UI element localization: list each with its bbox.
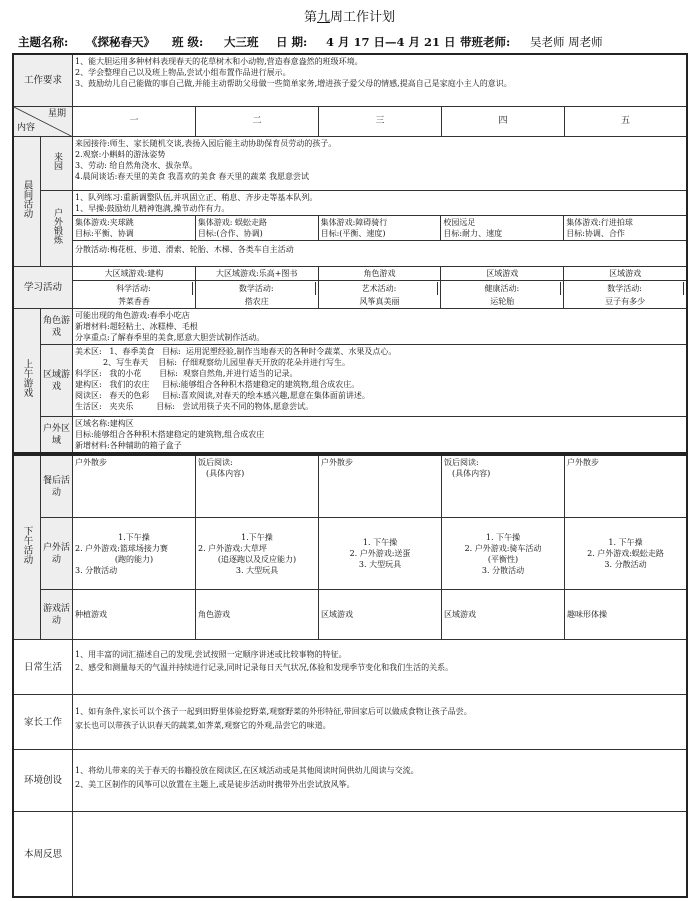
area-item: 生活区: 夹夹乐 目标: 尝试用筷子夹不同的物体,愿意尝试。 [75,402,314,411]
study-topic: 荠菜香香 [117,297,150,306]
arrival-item: 来园接待:师生、家长随机交谈,表扬入园后能主动协助保育员劳动的孩子。 [75,139,337,148]
after-meal-fri [565,456,687,518]
parents-item: 1、如有条件,家长可以个孩子一起到田野里体验挖野菜,观察野菜的外形特征,带回家后可以做成食物让孩子品尝。 [75,707,472,716]
after-meal-text: 户外散步 [321,458,353,467]
build-item: 区域名称:建构区 [75,419,134,428]
teacher-value: 吴老师 周老师 [530,35,603,49]
exercise-game-name: 集体游戏:障碍骑行 [320,218,388,227]
outdoor-thu [442,518,565,590]
reflection-label: 本周反思 [14,812,73,897]
outdoor-tue [196,518,319,590]
theme-value: 《探秘春天》 [86,35,155,49]
study-zone: 区域游戏 [609,269,642,278]
outdoor-text: 1.下午操 [241,532,273,542]
day-header-thu: 四 [442,107,565,137]
daily-label: 日常生活 [14,640,73,695]
outdoor-text: 1. 下午操 [362,538,398,547]
games-label: 游戏活动 [41,590,73,640]
exercise-label [41,191,73,267]
reflection-content[interactable] [73,812,687,897]
build-item: 目标:能够组合各种积木搭建稳定的建筑物,组合成农庄 [75,430,265,439]
outdoor-text: 1.下午操 [118,532,150,542]
exercise-game-wed [319,216,442,240]
arrival-item: 2.观察:小蝌蚪的游泳姿势 [75,150,166,159]
goal-item: 2、学会整理自己以及班上物品,尝试小组布置作品进行展示。 [75,68,291,77]
study-subject: 科学活动: [75,282,193,295]
study-content [73,267,687,309]
study-zone: 大区域游戏:建构 [73,267,196,280]
morning-plan-table [13,54,687,453]
after-meal-thu [442,456,565,518]
outdoor-text: 3. 大型玩具 [235,565,279,575]
study-wed [319,281,442,308]
day-header-fri: 五 [565,107,687,137]
exercise-item: 1、早操:鼓励幼儿精神饱满,操节动作有力。 [75,204,230,213]
study-subject: 健康活动: [443,282,561,295]
games-thu: 区域游戏 [442,590,565,640]
after-meal-text: 饭后阅读: [444,458,479,467]
exercise-game-thu [441,216,564,240]
study-subject: 数学活动: [198,282,316,295]
morning-label [14,137,41,267]
environment-item: 1、将幼儿带来的关于春天的书籍投放在阅读区,在区域活动或是其他阅读时间供幼儿阅读与交流。 [75,766,419,775]
exercise-free-activities: 分散活动:梅花桩、步道、滑索、轮胎、木梯、各类车自主活动 [75,245,294,254]
day-header-mon: 一 [73,107,196,137]
outdoor-text: 2. 户外游戏:蜈蚣走路 [587,549,664,558]
afternoon-plan-table [13,455,687,897]
outdoor-text: 1. 下午操 [485,532,521,542]
environment-content [73,750,687,812]
role-item: 分享重点:了解春季里的美食,愿意大胆尝试制作活动。 [75,333,265,342]
exercise-game-name: 集体游戏: 蜈蚣走路 [197,218,268,227]
games-tue: 角色游戏 [196,590,319,640]
outdoor-text: 3. 分散活动 [75,565,118,575]
build-item: 新增材料:各种辅助的箱子盒子 [75,441,182,450]
arrival-label-text: 来园 [52,151,62,170]
study-topic: 风筝真美丽 [359,297,400,306]
outdoor-text: 3. 分散活动 [481,565,525,575]
parents-label: 家长工作 [14,695,73,750]
area-item: 建构区: 我们的农庄 目标:能够组合各种积木搭建稳定的建筑物,组合成农庄。 [75,380,360,389]
after-meal-mon [73,456,196,518]
after-meal-label: 餐后活动 [41,456,73,518]
outdoor-fri [565,518,687,590]
class-label: 班 级: [172,35,204,49]
teacher-label: 带班老师: [460,35,511,49]
study-zone: 区域游戏 [441,267,564,280]
after-meal-text: 饭后阅读: [198,458,233,467]
exercise-game-name: 集体游戏:行进拍球 [566,218,633,227]
study-zone: 角色游戏 [319,267,442,280]
study-zone: 大区域游戏:乐高+图书 [196,267,319,280]
theme-label: 主题名称: [18,35,69,49]
after-meal-text: 户外散步 [567,458,599,467]
area-item: 阅读区: 春天的色彩 目标:喜欢阅读,对春天的绘本感兴趣,愿意在集体面前讲述。 [75,391,370,400]
exercise-game-goal: 目标:(平衡、速度) [320,229,386,238]
after-meal-text: 户外散步 [75,458,107,467]
study-subject: 数学活动: [566,282,684,295]
exercise-label-text: 户外锻炼 [52,207,62,244]
forenoon-label-text: 上午游戏 [21,359,33,397]
afternoon-label [14,456,41,640]
study-tue [196,281,319,308]
daily-item: 2、感受和测量每天的气温并持续进行记录,同时记录每日天气状况,体验和发现季节变化和我们生活的关系。 [75,663,454,672]
exercise-game-goal: 目标:协调、合作 [566,229,625,238]
outdoor-text: (平衡性) [487,554,519,564]
goal-item: 3、鼓励幼儿自己能做的事自己做,并能主动帮助父母做一些简单家务,增进孩子爱父母的情感,提高自己是家庭小主人的意识。 [75,79,512,88]
area-label: 区域游戏 [41,345,73,417]
morning-label-text: 晨间活动 [21,180,33,218]
class-value: 大三班 [224,35,259,49]
area-item: 美术区: 1、春季美食 目标: 运用泥塑经验,制作当地春天的各种时令蔬菜、水果及点心。 [75,347,397,356]
outdoor-text: 2. 户外游戏:骑车活动 [464,543,542,553]
week-label: 星期 [48,109,67,119]
games-mon: 种植游戏 [73,590,196,640]
area-item: 2、写生春天 目标: 仔细观察幼儿园里春天开放的花朵并进行写生。 [75,358,351,367]
study-topic: 豆子有多少 [605,297,646,306]
parents-content [73,695,687,750]
daily-content [73,640,687,695]
week-content-corner [14,107,73,137]
games-fri: 趣味形体操 [565,590,687,640]
role-label: 角色游戏 [41,309,73,345]
exercise-item: 1、队列练习:重新调整队伍,并巩固立正、稍息、齐步走等基本队列。 [75,193,318,202]
day-header-tue: 二 [196,107,319,137]
study-subject: 艺术活动: [321,282,439,295]
study-topic: 运轮胎 [490,297,515,306]
outdoor-text: 3. 大型玩具 [358,560,402,569]
date-value: 4 月 17 日—4 月 21 日 [326,35,456,49]
forenoon-label [14,309,41,453]
outdoor-text: 2. 户外游戏:送蛋 [349,549,411,558]
outdoor-label: 户外活动 [41,518,73,590]
day-header-wed: 三 [319,107,442,137]
exercise-game-goal: 目标:平衡、协调 [75,229,134,238]
after-meal-wed [319,456,442,518]
environment-label: 环境创设 [14,750,73,812]
environment-item: 2、美工区制作的风筝可以放置在主题上,或是徒步活动时携带外出尝试放风筝。 [75,780,355,789]
build-label: 户外区域 [41,417,73,453]
study-mon [73,281,196,308]
goal-item: 1、能大胆运用多种材料表现春天的花草树木和小动物,营造春意盎然的班级环境。 [75,57,363,66]
exercise-game-goal: 目标:耐力、速度 [443,229,503,238]
after-meal-tue [196,456,319,518]
role-item: 可能出现的角色游戏:春季小吃店 [75,311,190,320]
arrival-label [41,137,73,191]
games-wed: 区域游戏 [319,590,442,640]
study-thu [441,281,564,308]
outdoor-text: 2. 户外游戏:大草坪 [198,543,267,553]
outdoor-text: (跑的能力) [114,554,154,564]
exercise-game-goal: 目标:(合作、协调) [197,229,263,238]
outdoor-text: 2. 户外游戏:篮球场接力赛 [75,543,168,553]
exercise-game-name: 校园远足 [443,218,476,227]
study-label: 学习活动 [14,267,73,309]
parents-item: 家长也可以带孩子认识春天的蔬菜,如荠菜,观察它的外观,品尝它的味道。 [75,721,331,730]
outdoor-text: 3. 分散活动 [604,560,647,569]
area-item: 科学区: 我的小花 目标: 观察自然角,并进行适当的记录。 [75,369,298,378]
study-topic: 搭农庄 [244,297,269,306]
arrival-item: 3、劳动: 给自然角浇水、拔杂草。 [75,161,198,170]
outdoor-text: (追逐跑以及反应能力) [217,554,297,564]
exercise-content [73,191,687,267]
build-content [73,417,687,453]
role-item: 新增材料:超轻粘土、冰糕棒、毛根 [75,322,198,331]
outdoor-text: 1. 下午操 [608,538,643,547]
date-label: 日 期: [276,35,308,49]
study-fri [564,281,686,308]
area-content [73,345,687,417]
daily-item: 1、用丰富的词汇描述自己的发现,尝试按照一定顺序讲述或比较事物的特征。 [75,650,347,659]
arrival-content [73,137,687,191]
arrival-item: 4.晨间谈话:春天里的美食 我喜欢的美食 春天里的蔬菜 我愿意尝试 [75,172,309,181]
role-content [73,309,687,345]
exercise-game-tue [196,216,319,240]
exercise-game-fri [564,216,686,240]
outdoor-mon [73,518,196,590]
exercise-game-name: 集体游戏:夹球跳 [75,218,134,227]
exercise-game-mon [73,216,196,240]
outdoor-wed [319,518,442,590]
afternoon-label-text: 下午活动 [21,526,33,564]
goals-label: 工作要求 [14,55,73,107]
after-meal-text: (具体内容) [206,469,245,478]
page-title: 第九周工作计划 [303,10,396,25]
after-meal-text: (具体内容) [452,469,491,478]
goals-content [73,55,687,107]
content-label: 内容 [17,123,36,133]
